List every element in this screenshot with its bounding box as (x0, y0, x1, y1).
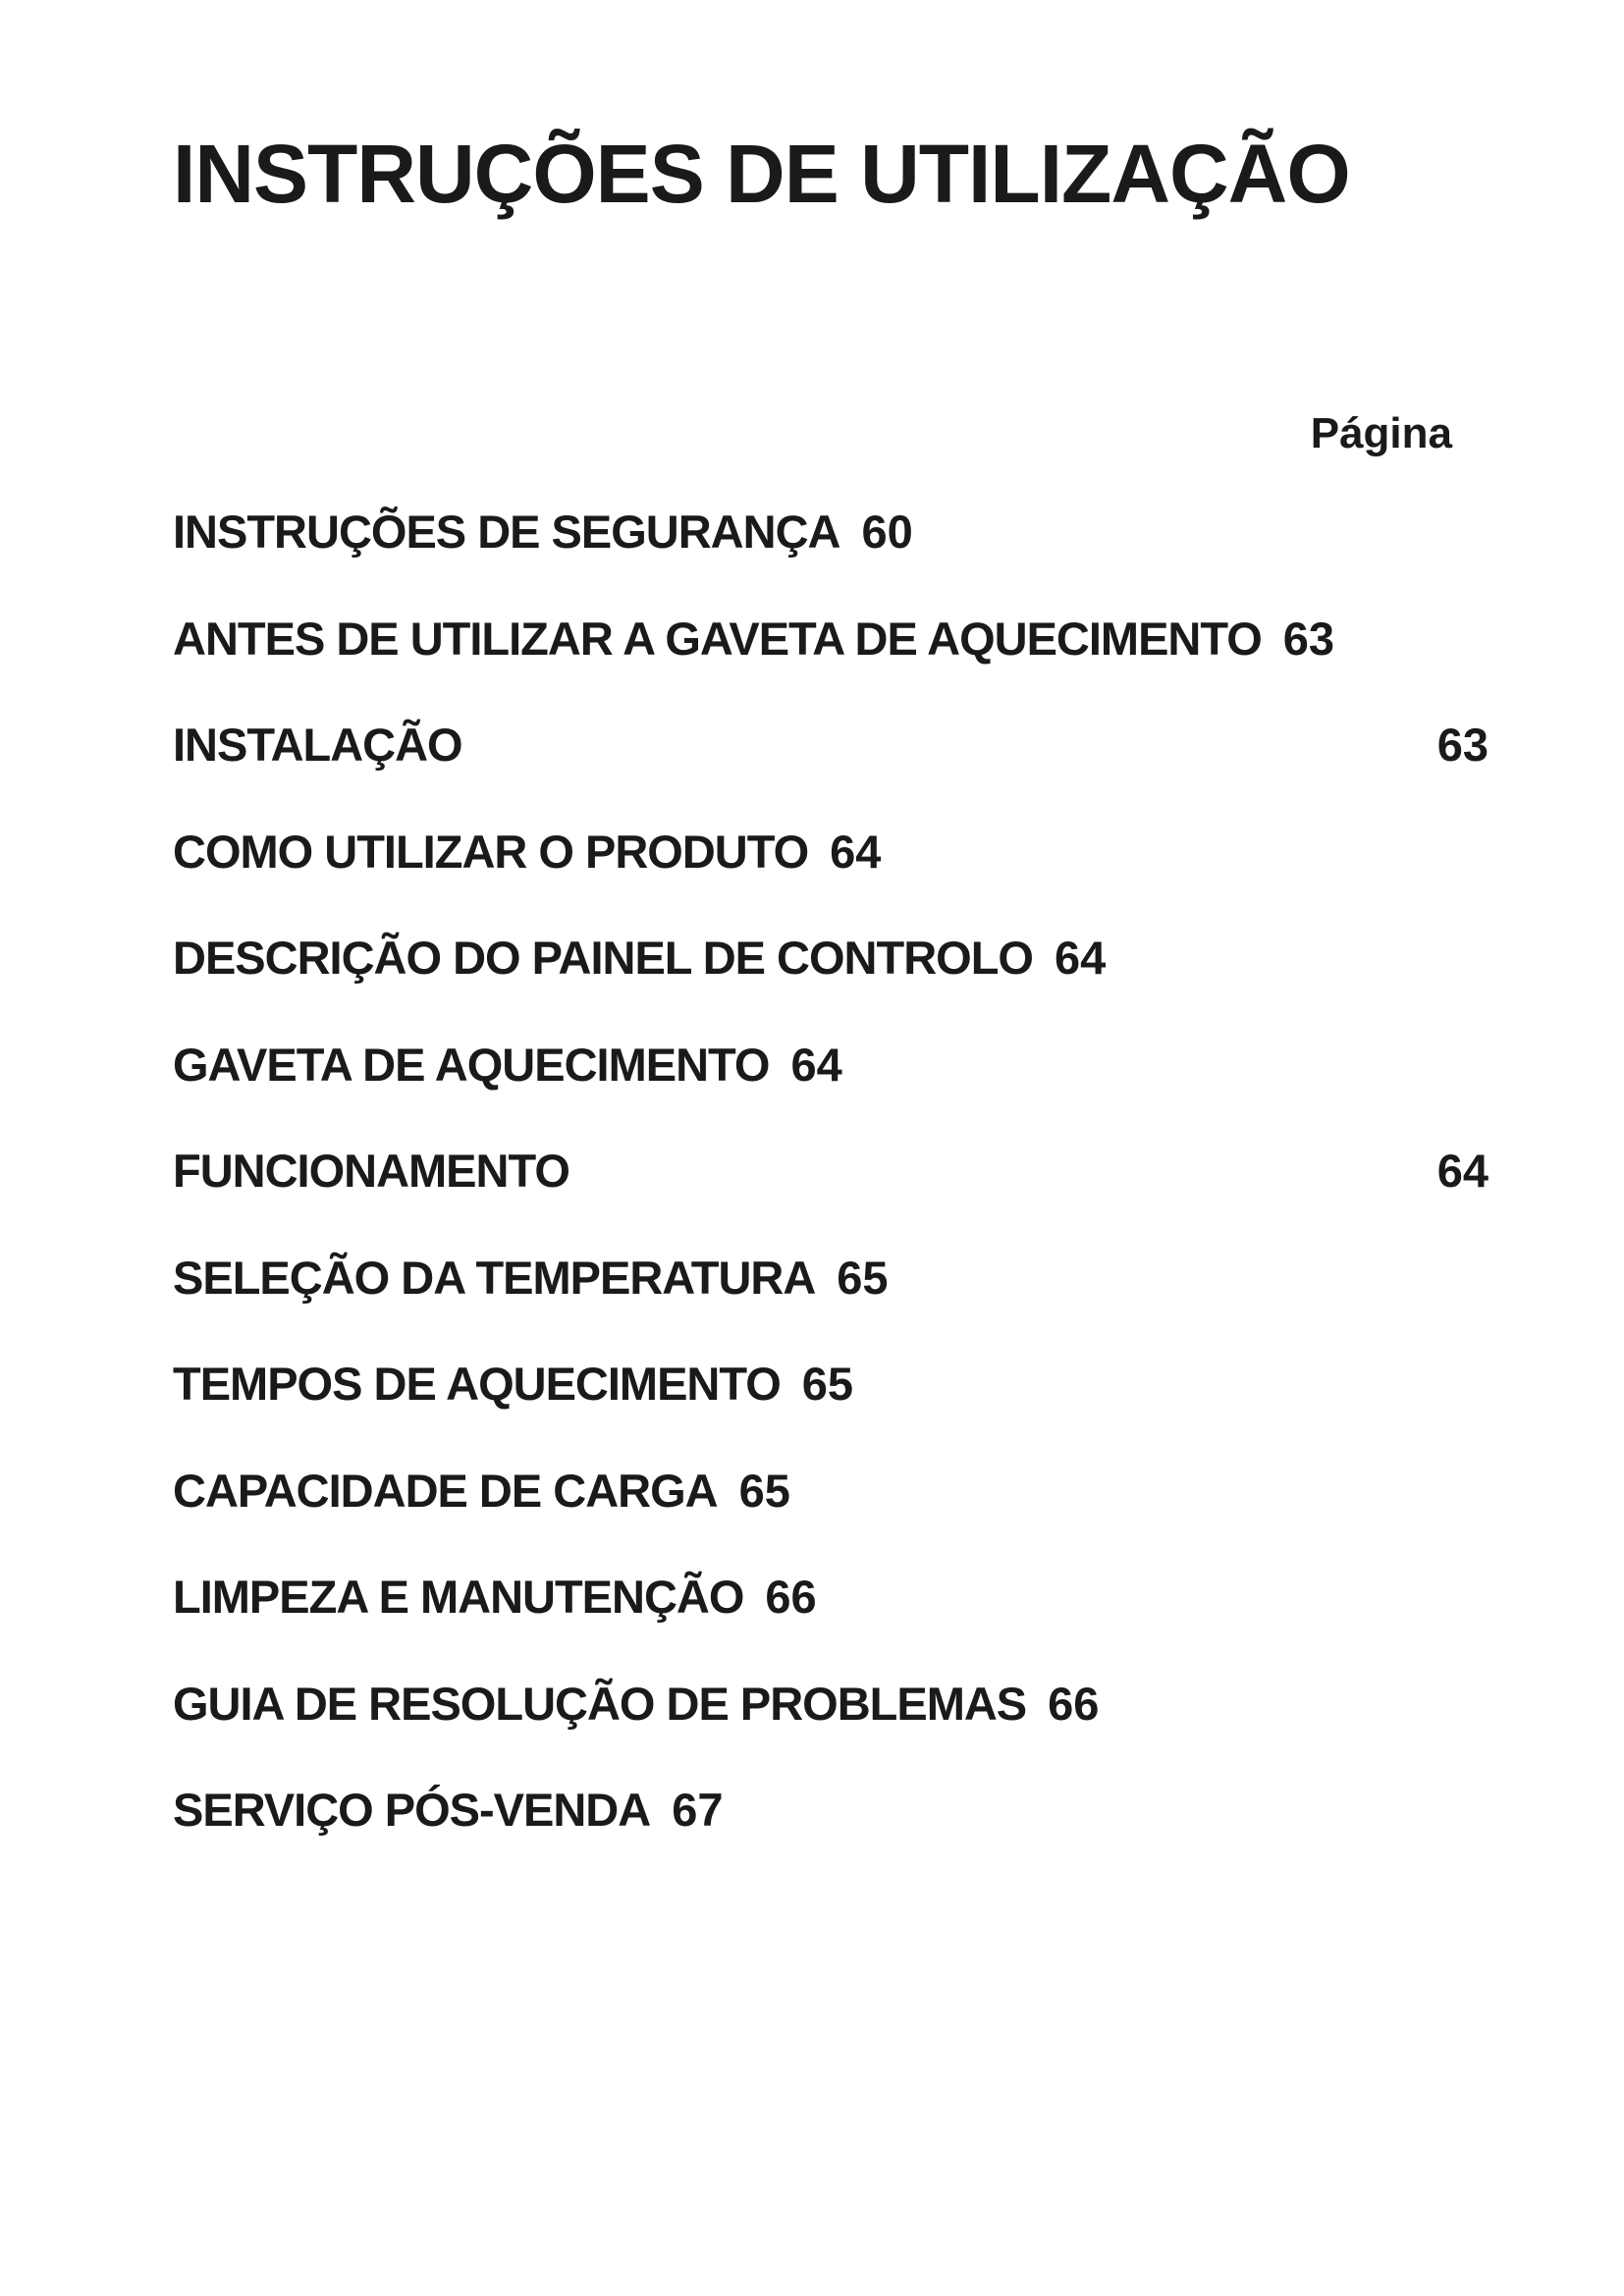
toc-entry-troubleshooting (173, 1677, 1489, 1788)
toc-entry-page-number: 65 (837, 1251, 889, 1304)
toc-entry-title: SERVIÇO PÓS-VENDA (173, 1784, 651, 1836)
toc-entry-safety-instructions (173, 508, 1489, 615)
page-column-header: Página (1310, 409, 1452, 457)
toc-entry-title: CAPACIDADE DE CARGA (173, 1464, 718, 1517)
toc-entry-before-using (173, 612, 1489, 722)
toc-entry-after-sales-service (173, 1784, 1489, 1894)
toc-entry-page-number: 64 (830, 825, 882, 878)
toc-entry-title: COMO UTILIZAR O PRODUTO (173, 825, 809, 878)
toc-entry-page-number: 64 (790, 1038, 842, 1091)
toc-entry-page-number: 67 (672, 1784, 724, 1836)
toc-entry-title: DESCRIÇÃO DO PAINEL DE CONTROLO (173, 932, 1033, 984)
toc-entry-how-to-use (173, 825, 1489, 935)
toc-entry-page-number: 60 (861, 506, 913, 558)
toc-entry-page-number: 65 (801, 1358, 854, 1410)
toc-entry-title: ANTES DE UTILIZAR A GAVETA DE AQUECIMENTO (173, 612, 1262, 665)
toc-entry-temperature-selection (173, 1251, 1489, 1362)
table-of-contents (173, 508, 1489, 1894)
toc-entry-page-number: 64 (1054, 932, 1107, 984)
toc-entry-page-number: 63 (1282, 612, 1335, 665)
toc-entry-page-number: 66 (1048, 1677, 1100, 1730)
toc-entry-page-number: 64 (1436, 1145, 1489, 1197)
toc-entry-heating-times (173, 1358, 1489, 1468)
toc-entry-title: INSTALAÇÃO (173, 719, 462, 771)
toc-entry-load-capacity (173, 1464, 1489, 1575)
toc-entry-installation (173, 721, 1489, 828)
toc-entry-control-panel (173, 934, 1489, 1041)
toc-entry-title: SELEÇÃO DA TEMPERATURA (173, 1251, 816, 1304)
toc-entry-operation (173, 1145, 1489, 1255)
toc-entry-title: TEMPOS DE AQUECIMENTO (173, 1358, 781, 1410)
toc-entry-title: GUIA DE RESOLUÇÃO DE PROBLEMAS (173, 1677, 1027, 1730)
toc-entry-title: LIMPEZA E MANUTENÇÃO (173, 1571, 744, 1623)
toc-entry-cleaning-maintenance (173, 1571, 1489, 1681)
toc-entry-page-number: 65 (738, 1464, 790, 1517)
page-title: INSTRUÇÕES DE UTILIZAÇÃO (173, 128, 1350, 220)
toc-entry-page-number: 63 (1436, 719, 1489, 771)
toc-entry-warming-drawer (173, 1038, 1489, 1148)
toc-entry-title: FUNCIONAMENTO (173, 1145, 569, 1197)
toc-entry-title: INSTRUÇÕES DE SEGURANÇA (173, 506, 840, 558)
toc-entry-title: GAVETA DE AQUECIMENTO (173, 1038, 770, 1091)
toc-entry-page-number: 66 (765, 1571, 817, 1623)
